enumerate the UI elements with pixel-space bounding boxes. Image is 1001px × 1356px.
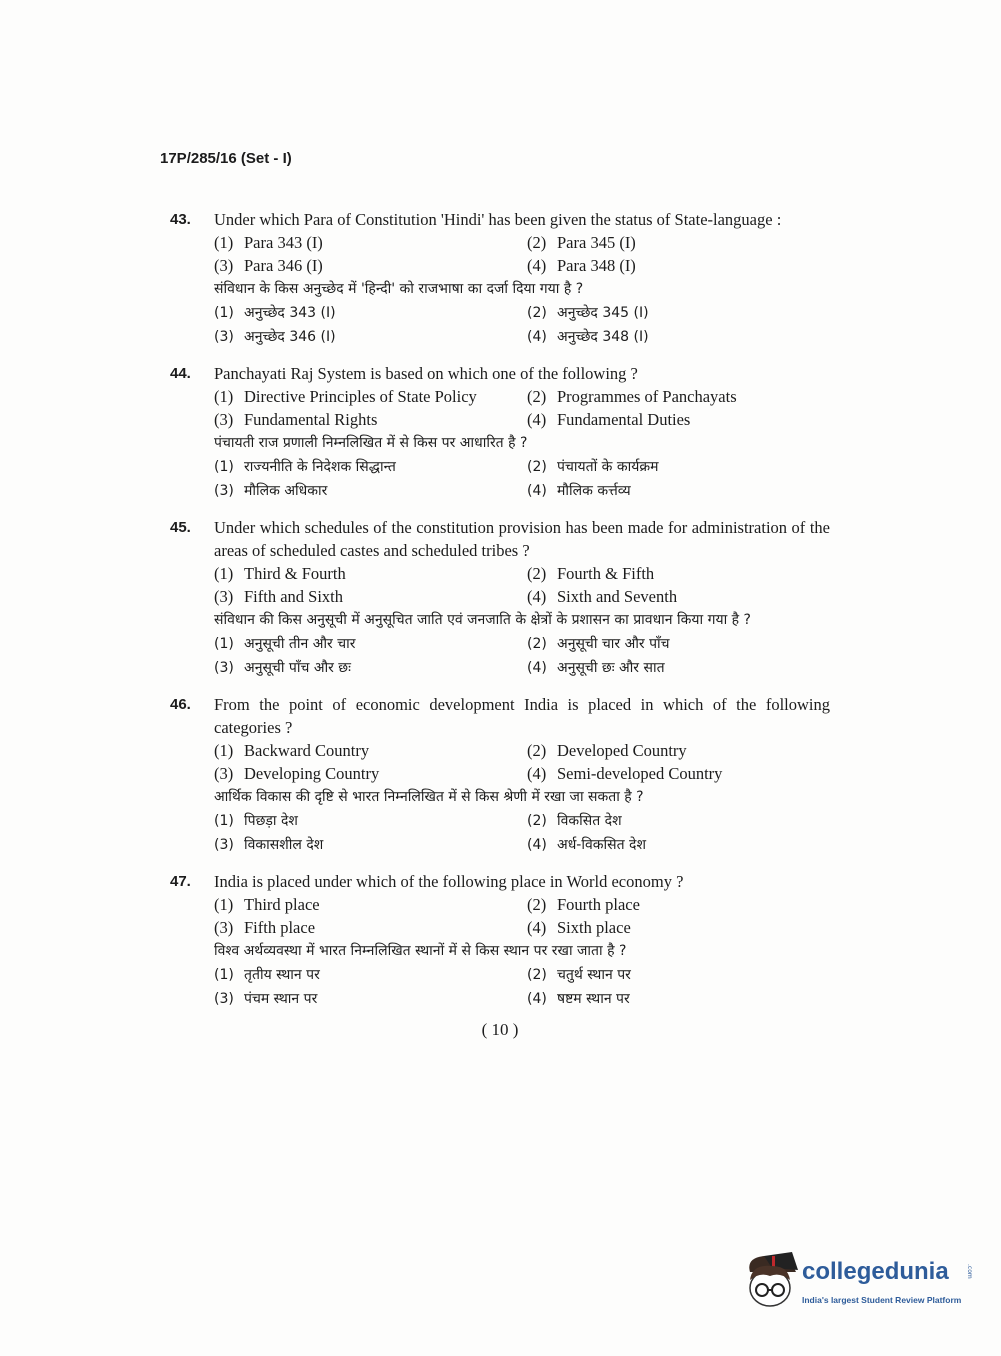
question-stem-hindi: आर्थिक विकास की दृष्टि से भारत निम्नलिखित में से किस श्रेणी में रखा जा सकता है ? — [214, 789, 644, 805]
option — [527, 833, 830, 857]
option-number: (1) — [214, 813, 234, 829]
option-text: Directive Principles of State Policy — [244, 387, 477, 406]
question-number: 47. — [170, 873, 191, 890]
option-text: Para 345 (I) — [557, 233, 636, 252]
option-text: अर्ध-विकसित देश — [557, 837, 646, 853]
option — [214, 893, 527, 916]
option — [527, 632, 830, 656]
options-hindi — [214, 809, 830, 857]
option-number: (1) — [214, 564, 234, 583]
question-43 — [170, 208, 830, 349]
option — [214, 479, 527, 503]
option-text: Developing Country — [244, 764, 380, 783]
options-english — [214, 385, 830, 431]
options-english — [214, 231, 830, 277]
option-number: (3) — [214, 764, 234, 783]
logo-domain: .com — [966, 1264, 973, 1279]
option — [527, 479, 830, 503]
option-text: अनुच्छेद 348 (I) — [557, 329, 649, 345]
option-text: Fundamental Rights — [244, 410, 378, 429]
question-number: 43. — [170, 211, 191, 228]
option-text: अनुसूची चार और पाँच — [557, 636, 670, 652]
question-stem: From the point of economic development India is placed in which of the following categories ? — [214, 695, 830, 737]
logo-tagline: India's largest Student Review Platform — [802, 1295, 962, 1305]
options-english — [214, 562, 830, 608]
option — [527, 893, 830, 916]
option-text: पिछड़ा देश — [244, 813, 298, 829]
option — [214, 809, 527, 833]
option-text: विकसित देश — [557, 813, 622, 829]
question-stem-hindi: संविधान की किस अनुसूची में अनुसूचित जाति एवं जनजाति के क्षेत्रों के प्रशासन का प्रावधान किया गया है ? — [214, 612, 751, 628]
option-number: (1) — [214, 305, 234, 321]
question-number: 45. — [170, 519, 191, 536]
option — [527, 301, 830, 325]
option-text: Sixth place — [557, 918, 631, 937]
option-number: (1) — [214, 741, 234, 760]
paper-code: 17P/285/16 (Set - I) — [160, 150, 292, 167]
question-stem: Under which schedules of the constitution provision has been made for administration of the areas of scheduled castes and scheduled tribes ? — [214, 518, 830, 560]
option-text: अनुसूची तीन और चार — [244, 636, 356, 652]
option-number: (3) — [214, 991, 234, 1007]
option — [214, 916, 527, 939]
question-44 — [170, 362, 830, 503]
option-text: Fourth & Fifth — [557, 564, 655, 583]
option — [527, 325, 830, 349]
option-text: Backward Country — [244, 741, 370, 760]
question-stem-hindi: संविधान के किस अनुच्छेद में 'हिन्दी' को राजभाषा का दर्जा दिया गया है ? — [214, 281, 584, 297]
option-text: मौलिक अधिकार — [244, 483, 328, 499]
option-text: Programmes of Panchayats — [557, 387, 737, 406]
option — [527, 987, 830, 1011]
option-number: (1) — [214, 387, 234, 406]
option — [214, 762, 527, 785]
option — [214, 455, 527, 479]
option-text: पंचम स्थान पर — [244, 991, 318, 1007]
option — [527, 231, 830, 254]
option — [214, 585, 527, 608]
option-text: राज्यनीति के निदेशक सिद्धान्त — [244, 459, 396, 475]
option — [527, 408, 830, 431]
logo-brand: collegedunia — [802, 1258, 949, 1285]
option — [527, 562, 830, 585]
option-text: Para 346 (I) — [244, 256, 323, 275]
options-hindi — [214, 632, 830, 680]
option-number: (4) — [527, 660, 547, 676]
option — [527, 809, 830, 833]
option-number: (4) — [527, 410, 547, 429]
option-number: (4) — [527, 256, 547, 275]
option — [214, 833, 527, 857]
option-number: (2) — [527, 741, 547, 760]
option-text: Fifth and Sixth — [244, 587, 344, 606]
collegedunia-logo — [742, 1250, 982, 1315]
page-number: ( 10 ) — [481, 1020, 519, 1039]
option — [214, 963, 527, 987]
option-text: चतुर्थ स्थान पर — [557, 967, 631, 983]
option — [527, 585, 830, 608]
option-number: (4) — [527, 483, 547, 499]
option-text: Developed Country — [557, 741, 687, 760]
option-number: (2) — [527, 459, 547, 475]
option-number: (4) — [527, 329, 547, 345]
option-number: (2) — [527, 636, 547, 652]
question-stem: Under which Para of Constitution 'Hindi' has been given the status of State-language : — [214, 210, 782, 229]
option — [214, 739, 527, 762]
option — [527, 762, 830, 785]
option-text: अनुसूची पाँच और छः — [244, 660, 351, 676]
option — [214, 632, 527, 656]
option-number: (1) — [214, 895, 234, 914]
option-text: तृतीय स्थान पर — [244, 967, 320, 983]
option — [214, 254, 527, 277]
option-number: (3) — [214, 256, 234, 275]
option-text: अनुच्छेद 343 (I) — [244, 305, 336, 321]
option-number: (2) — [527, 387, 547, 406]
option-number: (3) — [214, 587, 234, 606]
option-number: (3) — [214, 483, 234, 499]
option-number: (4) — [527, 837, 547, 853]
option-number: (1) — [214, 459, 234, 475]
option-number: (2) — [527, 895, 547, 914]
option — [214, 231, 527, 254]
option-number: (3) — [214, 329, 234, 345]
question-stem-hindi: पंचायती राज प्रणाली निम्नलिखित में से किस पर आधारित है ? — [214, 435, 528, 451]
option-text: Fundamental Duties — [557, 410, 691, 429]
option-number: (4) — [527, 764, 547, 783]
option-number: (1) — [214, 967, 234, 983]
option-text: अनुसूची छः और सात — [557, 660, 665, 676]
option-number: (4) — [527, 587, 547, 606]
option-text: Third place — [244, 895, 320, 914]
mascot-icon — [742, 1250, 800, 1315]
option-text: Para 343 (I) — [244, 233, 323, 252]
option — [527, 739, 830, 762]
option — [527, 385, 830, 408]
options-english — [214, 739, 830, 785]
option-number: (3) — [214, 410, 234, 429]
option-text: Sixth and Seventh — [557, 587, 678, 606]
option — [214, 656, 527, 680]
question-47 — [170, 870, 830, 1011]
option-number: (4) — [527, 991, 547, 1007]
option — [214, 408, 527, 431]
option — [527, 963, 830, 987]
option — [527, 656, 830, 680]
options-english — [214, 893, 830, 939]
option-number: (2) — [527, 305, 547, 321]
option-number: (2) — [527, 813, 547, 829]
option — [214, 385, 527, 408]
option-number: (3) — [214, 918, 234, 937]
option-text: Fifth place — [244, 918, 316, 937]
option-number: (2) — [527, 967, 547, 983]
option-text: पंचायतों के कार्यक्रम — [557, 459, 659, 475]
options-hindi — [214, 963, 830, 1011]
option-text: अनुच्छेद 346 (I) — [244, 329, 336, 345]
option-number: (1) — [214, 233, 234, 252]
option-text: षष्टम स्थान पर — [557, 991, 630, 1007]
question-46 — [170, 693, 830, 857]
option — [214, 325, 527, 349]
option-number: (4) — [527, 918, 547, 937]
option-number: (2) — [527, 564, 547, 583]
option-text: Para 348 (I) — [557, 256, 636, 275]
option-text: अनुच्छेद 345 (I) — [557, 305, 649, 321]
option-number: (1) — [214, 636, 234, 652]
question-stem: India is placed under which of the following place in World economy ? — [214, 872, 684, 891]
option — [527, 455, 830, 479]
option-text: Third & Fourth — [244, 564, 346, 583]
option — [214, 301, 527, 325]
options-hindi — [214, 301, 830, 349]
option-text: Fourth place — [557, 895, 640, 914]
option-number: (3) — [214, 660, 234, 676]
option-text: विकासशील देश — [244, 837, 324, 853]
option-number: (2) — [527, 233, 547, 252]
question-stem: Panchayati Raj System is based on which one of the following ? — [214, 364, 638, 383]
option-text: Semi-developed Country — [557, 764, 723, 783]
question-stem-hindi: विश्व अर्थव्यवस्था में भारत निम्नलिखित स्थानों में से किस स्थान पर रखा जाता है ? — [214, 943, 627, 959]
option-number: (3) — [214, 837, 234, 853]
options-hindi — [214, 455, 830, 503]
question-number: 46. — [170, 696, 191, 713]
question-45 — [170, 516, 830, 680]
option — [214, 987, 527, 1011]
question-list — [170, 208, 830, 1040]
question-number: 44. — [170, 365, 191, 382]
option — [527, 254, 830, 277]
option-text: मौलिक कर्त्तव्य — [557, 483, 631, 499]
option — [527, 916, 830, 939]
option — [214, 562, 527, 585]
